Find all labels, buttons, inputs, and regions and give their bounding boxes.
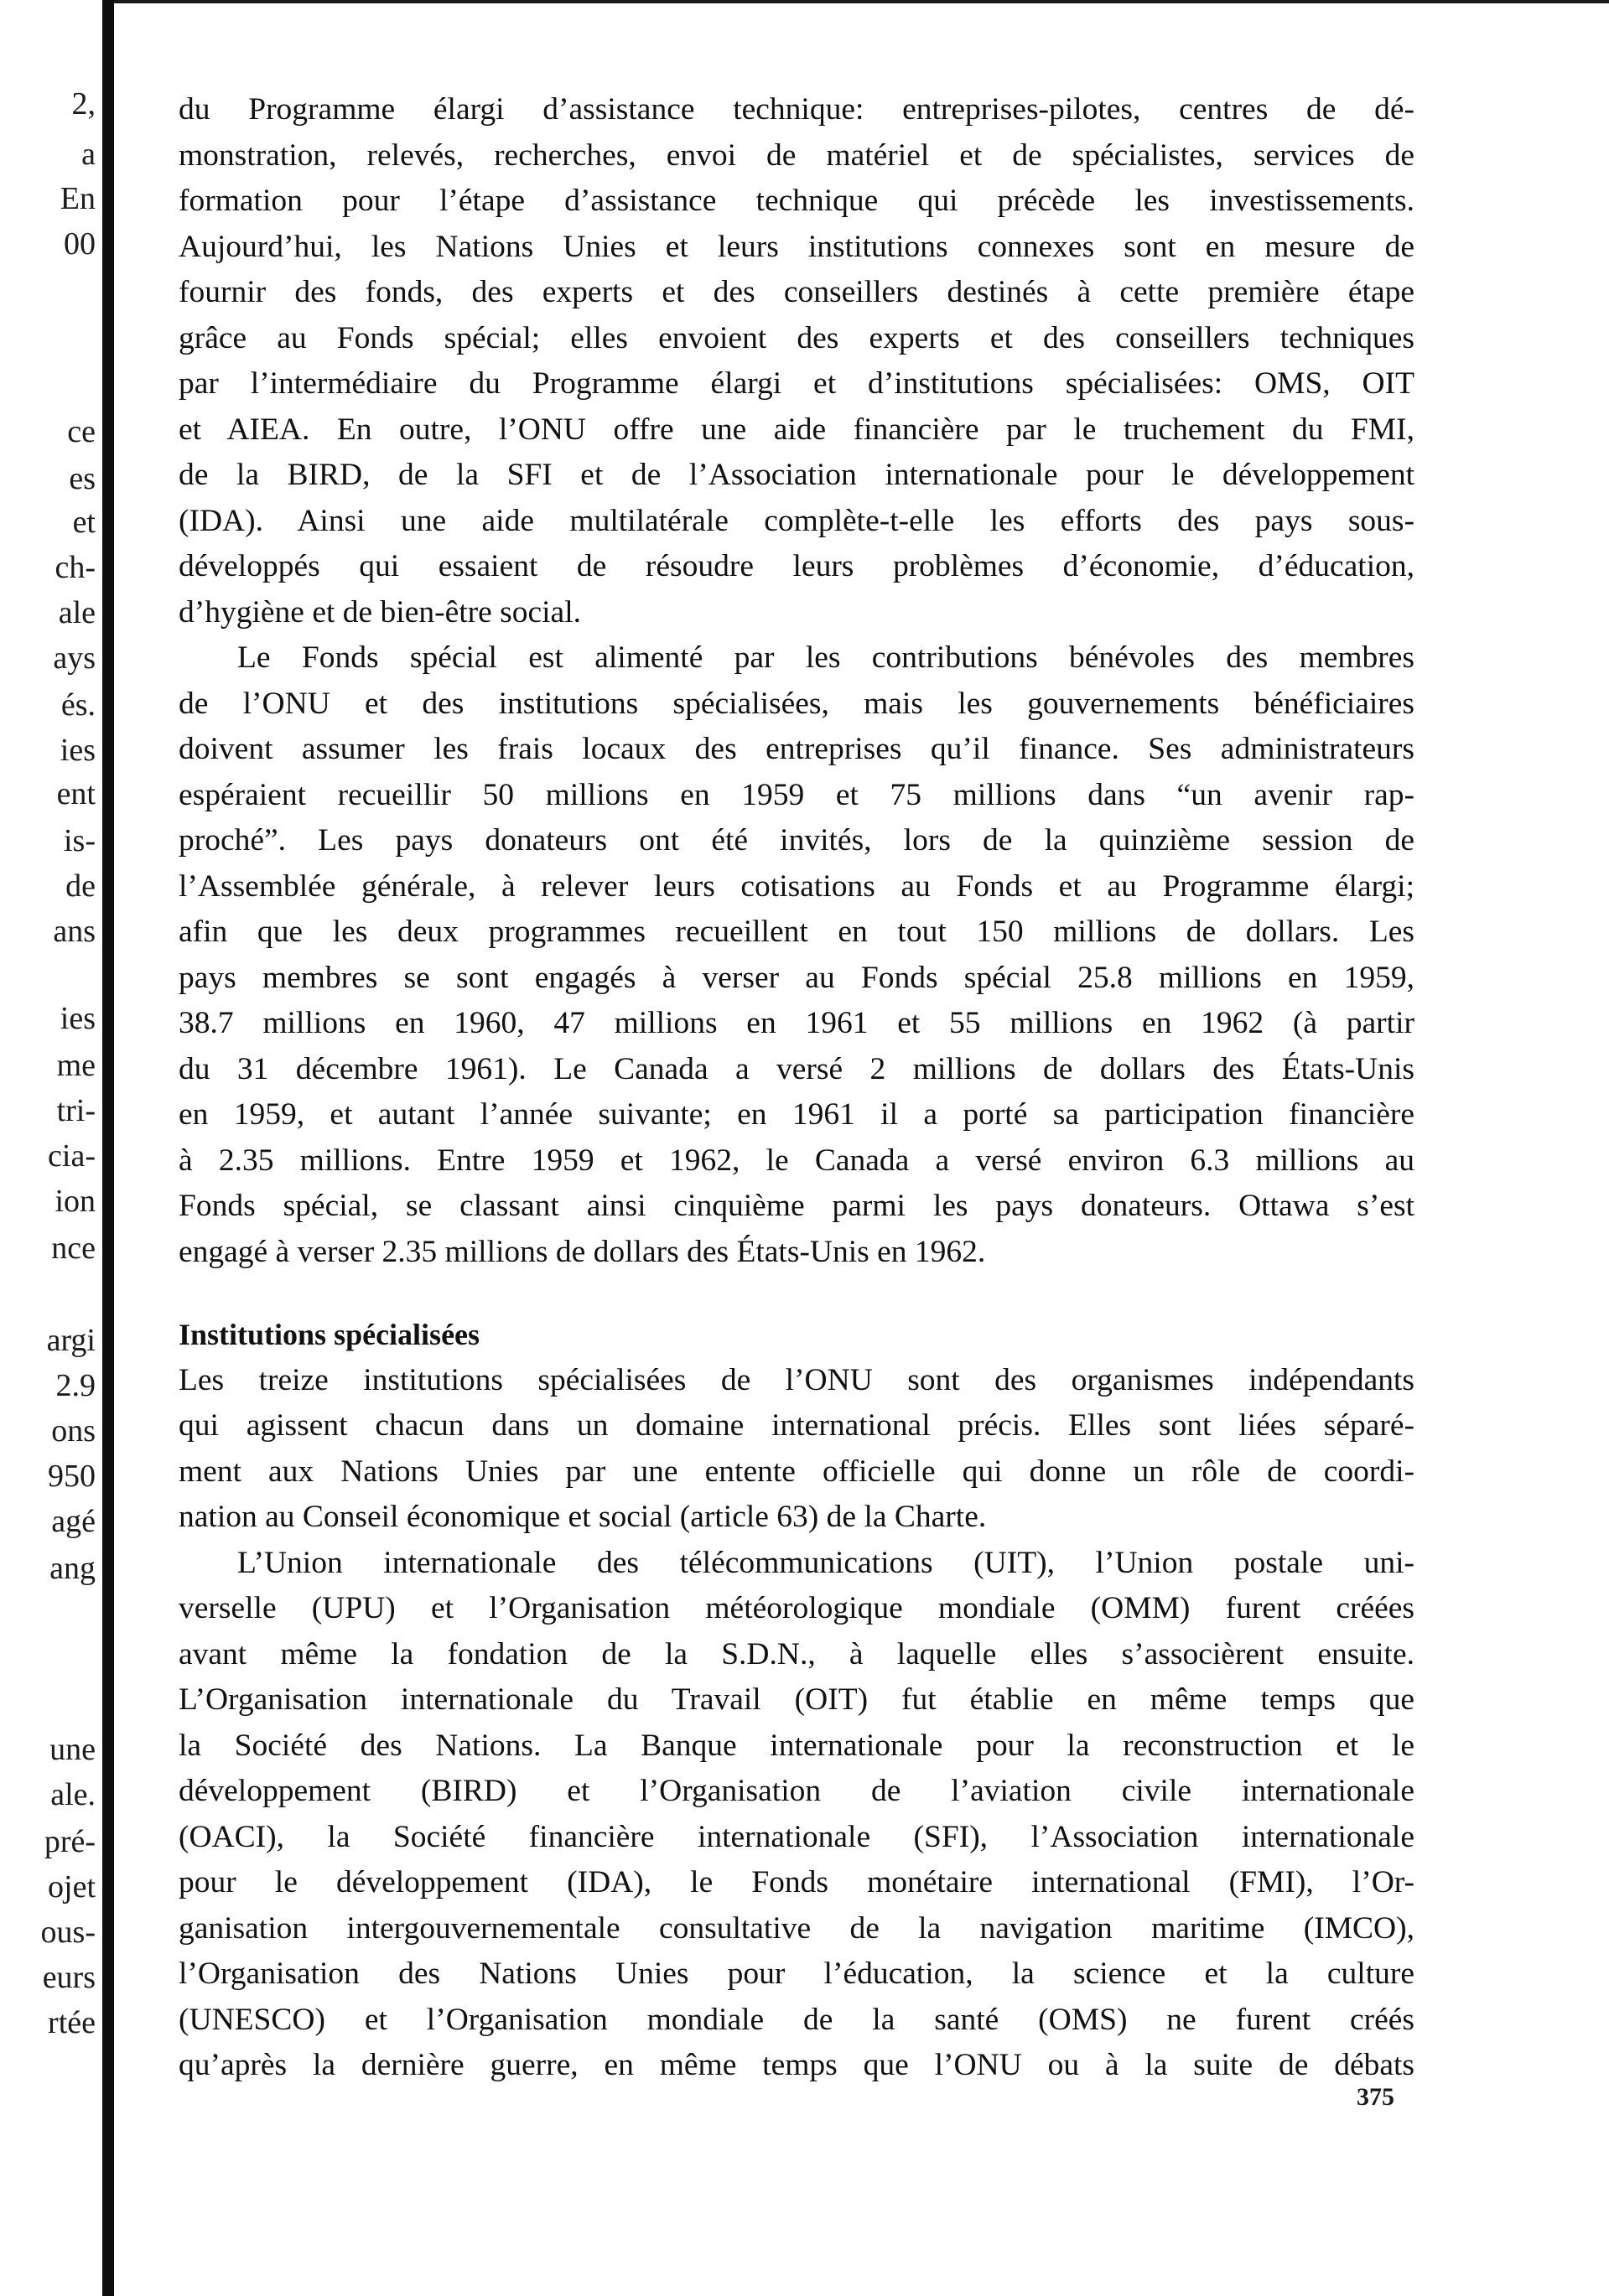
text-line: du 31 décembre 1961). Le Canada a versé 2 millions de dollars des États-Unis xyxy=(179,1051,1414,1086)
top-edge-rule xyxy=(114,0,1609,3)
text-line: proché”. Les pays donateurs ont été invités, lors de la quinzième session de xyxy=(179,823,1414,858)
text-line: pour le développement (IDA), le Fonds monétaire international (FMI), l’Or- xyxy=(179,1865,1414,1900)
section-heading: Institutions spécialisées xyxy=(179,1318,480,1351)
text-line: espéraient recueillir 50 millions en 1959 et 75 millions dans “un avenir rap- xyxy=(179,777,1414,812)
text-line: (UNESCO) et l’Organisation mondiale de la santé (OMS) ne furent créés xyxy=(179,2002,1414,2037)
text-line: et AIEA. En outre, l’ONU offre une aide financière par le truchement du FMI, xyxy=(179,412,1414,447)
text-line: L’Organisation internationale du Travail (OIT) fut établie en même temps que xyxy=(179,1682,1414,1717)
gutter-fragment: agé xyxy=(51,1504,96,1539)
paragraph-special-fund xyxy=(179,635,1414,1275)
gutter-fragment: ent xyxy=(56,776,96,811)
paragraph-institutions-intro xyxy=(179,1358,1414,1541)
text-line: qu’après la dernière guerre, en même temps que l’ONU ou à la suite de débats xyxy=(179,2048,1414,2082)
text-line: l’Assemblée générale, à relever leurs cotisations au Fonds et au Programme élargi; xyxy=(179,868,1414,904)
text-line: la Société des Nations. La Banque internationale pour la reconstruction et le xyxy=(179,1728,1414,1763)
book-spine xyxy=(102,0,114,2296)
gutter-fragment: ale. xyxy=(50,1777,96,1812)
text-line: de la BIRD, de la SFI et de l’Association internationale pour le développement xyxy=(179,458,1414,492)
gutter-fragment: ang xyxy=(49,1551,96,1586)
text-line: verselle (UPU) et l’Organisation météorologique mondiale (OMM) furent créées xyxy=(179,1591,1414,1625)
gutter-fragment: ce xyxy=(67,414,96,449)
text-line: nation au Conseil économique et social (article 63) de la Charte. xyxy=(179,1500,987,1534)
page-number: 375 xyxy=(1357,2083,1394,2111)
gutter-fragment: is- xyxy=(64,823,96,858)
paragraph-institutions-history xyxy=(179,1541,1414,2089)
text-line: développés qui essaient de résoudre leurs problèmes d’économie, d’éducation, xyxy=(179,549,1414,583)
gutter-fragment: a xyxy=(81,137,96,172)
paragraph-program-assistance xyxy=(179,87,1414,635)
text-line: en 1959, et autant l’année suivante; en 1961 il a porté sa participation financière xyxy=(179,1097,1414,1132)
gutter-fragment: ch- xyxy=(54,550,96,585)
gutter-fragment: eurs xyxy=(42,1960,96,1995)
gutter-fragment: ies xyxy=(60,733,96,768)
gutter-fragment: En xyxy=(60,181,96,216)
text-line: avant même la fondation de la S.D.N., à laquelle elles s’associèrent ensuite. xyxy=(179,1636,1414,1671)
text-line: afin que les deux programmes recueillent en tout 150 millions de dollars. Les xyxy=(179,915,1414,949)
text-line: ganisation intergouvernementale consultative de la navigation maritime (IMCO), xyxy=(179,1910,1414,1946)
gutter-fragment: pré- xyxy=(44,1824,96,1859)
gutter-fragment: ous- xyxy=(40,1915,96,1950)
gutter-fragment: és. xyxy=(60,687,96,723)
gutter-fragment: une xyxy=(49,1732,96,1767)
text-line: à 2.35 millions. Entre 1959 et 1962, le Canada a versé environ 6.3 millions au xyxy=(179,1143,1414,1178)
text-line: Aujourd’hui, les Nations Unies et leurs institutions connexes sont en mesure de xyxy=(179,229,1414,264)
section-gap xyxy=(179,1275,1414,1312)
text-line: grâce au Fonds spécial; elles envoient des experts et des conseillers techniques xyxy=(179,320,1414,355)
gutter-fragment: es xyxy=(69,461,96,496)
gutter-fragment: ies xyxy=(60,1001,96,1036)
text-line: (IDA). Ainsi une aide multilatérale complète-t-elle les efforts des pays sous- xyxy=(179,503,1414,538)
gutter-fragment: argi xyxy=(46,1323,96,1358)
gutter-fragment: nce xyxy=(51,1231,96,1266)
gutter-fragment: ans xyxy=(53,914,96,949)
text-line: formation pour l’étape d’assistance technique qui précède les investissements. xyxy=(179,184,1414,218)
gutter-fragment: 950 xyxy=(48,1459,96,1494)
gutter-fragment: ojet xyxy=(48,1869,96,1905)
gutter-fragment: de xyxy=(65,868,96,904)
gutter-fragment: ays xyxy=(53,640,96,676)
gutter-fragment: rtée xyxy=(48,2005,96,2040)
text-line: du Programme élargi d’assistance technique: entreprises-pilotes, centres de dé- xyxy=(179,92,1414,127)
text-line: Fonds spécial, se classant ainsi cinquième parmi les pays donateurs. Ottawa s’est xyxy=(179,1189,1414,1223)
text-line: Le Fonds spécial est alimenté par les contributions bénévoles des membres xyxy=(237,640,1414,675)
text-line: Les treize institutions spécialisées de l’ONU sont des organismes indépendants xyxy=(179,1362,1414,1397)
text-line: qui agissent chacun dans un domaine international précis. Elles sont liées séparé- xyxy=(179,1408,1414,1443)
text-line: L’Union internationale des télécommunications (UIT), l’Union postale uni- xyxy=(237,1545,1414,1580)
facing-page-gutter xyxy=(0,0,99,2296)
text-line: doivent assumer les frais locaux des entreprises qu’il finance. Ses administrateurs xyxy=(179,732,1414,766)
gutter-fragment: me xyxy=(56,1048,96,1083)
gutter-fragment: 2, xyxy=(71,86,96,122)
text-line: ment aux Nations Unies par une entente officielle qui donne un rôle de coordi- xyxy=(179,1454,1414,1489)
text-line: 38.7 millions en 1960, 47 millions en 1961 et 55 millions en 1962 (à partir xyxy=(179,1006,1414,1040)
gutter-fragment: cia- xyxy=(48,1138,96,1174)
text-line: développement (BIRD) et l’Organisation de l’aviation civile internationale xyxy=(179,1774,1414,1808)
text-line: d’hygiène et de bien-être social. xyxy=(179,594,581,630)
text-line: fournir des fonds, des experts et des conseillers destinés à cette première étape xyxy=(179,275,1414,309)
text-line: monstration, relevés, recherches, envoi de matériel et de spécialistes, services de xyxy=(179,137,1414,173)
page-body xyxy=(179,87,1414,2089)
text-line: de l’ONU et des institutions spécialisées, mais les gouvernements bénéficiaires xyxy=(179,686,1414,721)
text-line: l’Organisation des Nations Unies pour l’éducation, la science et la culture xyxy=(179,1957,1414,1991)
gutter-fragment: ons xyxy=(51,1413,96,1449)
gutter-fragment: ale xyxy=(58,595,96,630)
gutter-fragment: 2.9 xyxy=(55,1368,96,1403)
gutter-fragment: et xyxy=(72,505,96,540)
text-line: (OACI), la Société financière internationale (SFI), l’Association internationale xyxy=(179,1819,1414,1854)
text-line: pays membres se sont engagés à verser au Fonds spécial 25.8 millions en 1959, xyxy=(179,960,1414,995)
gutter-fragment: ion xyxy=(54,1184,96,1219)
gutter-fragment: 00 xyxy=(64,226,96,262)
text-line: engagé à verser 2.35 millions de dollars des États-Unis en 1962. xyxy=(179,1234,986,1269)
gutter-fragment: tri- xyxy=(56,1093,96,1128)
text-line: par l’intermédiaire du Programme élargi et d’institutions spécialisées: OMS, OIT xyxy=(179,366,1414,401)
